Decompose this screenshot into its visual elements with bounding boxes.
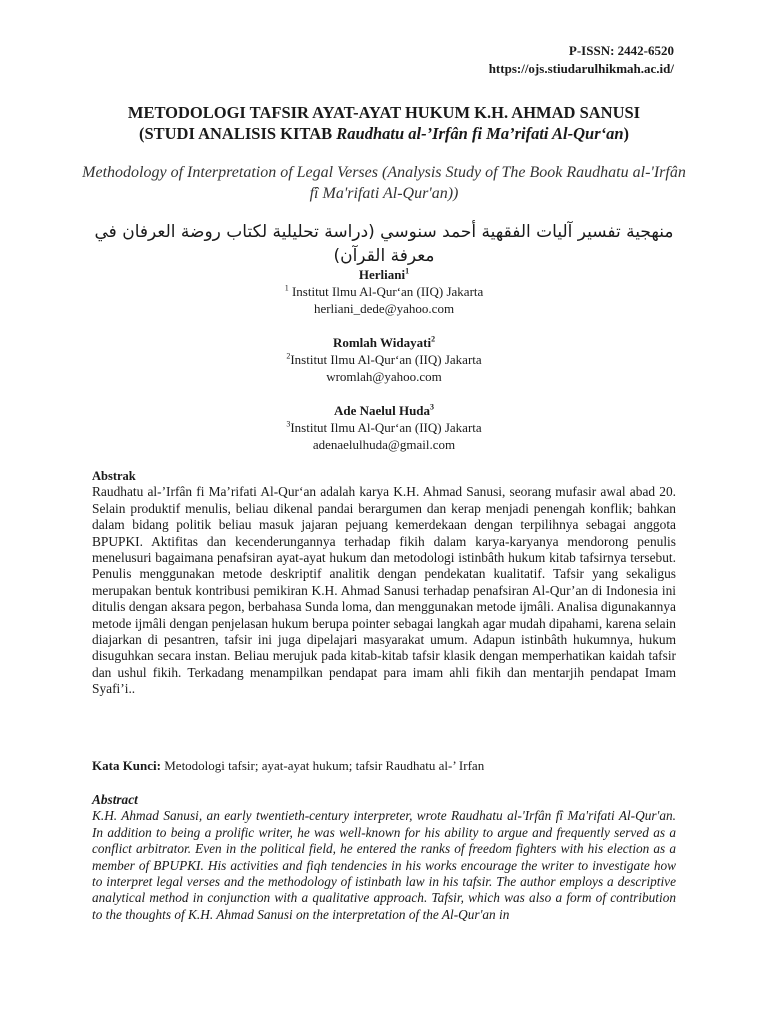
author-email[interactable]: herliani_dede@yahoo.com [313, 301, 455, 316]
keywords-section [92, 757, 676, 774]
author-sup: 1 [405, 266, 410, 276]
author-sup: 3 [430, 402, 435, 412]
title-line-1: METODOLOGI TAFSIR AYAT-AYAT HUKUM K.H. AHMAD SANUSI [127, 103, 641, 122]
journal-url-link[interactable]: https://ojs.stiudarulhikmah.ac.id/ [488, 61, 674, 76]
title-line-2-prefix: (STUDI ANALISIS KITAB [138, 124, 337, 143]
title-line-2-suffix: ) [623, 124, 630, 143]
author-email[interactable]: adenaelulhuda@gmail.com [312, 437, 456, 452]
affiliation-text: Institut Ilmu Al-Qur‘an (IIQ) Jakarta [288, 284, 484, 299]
author-sup: 2 [431, 334, 436, 344]
arabic-title: منهجية تفسير آليات الفقهية أحمد سنوسي (دراسة تحليلية لكتاب روضة العرفان في معرفة القرآن) [94, 222, 674, 266]
abstract-en-body: K.H. Ahmad Sanusi, an early twentieth-century interpreter, wrote Raudhatu al-'Irfân fî Ma'rifati Al-Qur'an. In addition to being a prolific writer, he was well-known for his ability to argue and frequently served as a conflict arbitrator. Even in the political field, he entered the ranks of freedom fighters with his election as a member of BPUPKI. His activities and fiqh tendencies in his works encourage the writer to investigate how to interpret legal verses and the methodology of istinbath law in his tafsir. The author employs a descriptive analytical method in conjunction with a qualitative approach. Tafsir, which was also a form of contribution to the thoughts of K.H. Ahmad Sanusi on the interpretation of the Al-Qur'an in [92, 808, 676, 922]
author-affiliation [150, 283, 618, 300]
paper-title [60, 102, 708, 144]
abstract-en-section [92, 792, 676, 923]
author-block [150, 266, 618, 317]
issn-label: P-ISSN: 2442-6520 [568, 43, 674, 58]
author-affiliation [150, 419, 618, 436]
author-name [150, 402, 618, 419]
author-list [150, 266, 618, 470]
abstrak-body: Raudhatu al-’Irfân fi Ma’rifati Al-Qur‘an adalah karya K.H. Ahmad Sanusi, seorang mufasir awal abad 20. Selain produktif menulis, beliau dikenal pandai berargumen dan kerap menjadi penengah konflik; bahkan dalam bidang politik beliau masuk jajaran pejuang kemerdekaan dengan terpilihnya sebagai anggota BPUPKI. Aktifitas dan kecenderungannya terhadap fikih dalam karya-karyanya mendorong penulis menelusuri bagaimana penafsiran ayat-ayat hukum dan metodologi istinbâth hukum kitab tafsirnya tersebut. Penulis menggunakan metode deskriptif analitik dengan pendekatan kualitatif. Tafsir yang sekaligus merupakan bentuk kontribusi pemikiran K.H. Ahmad Sanusi terhadap penafsiran Al-Qur’an di Indonesia ini ditulis dengan aksara pegon, berbahasa Sunda loma, dan menggunakan metode ijmâli. Analisa digunakannya metode ijmâli dengan penjelasan hukum berupa pointer sebagai langkah agar mudah dipahami, karena selain diajarkan di pesantren, tafsir ini juga dipelajari masyarakat umum. Adapun istinbâth hukumnya, hukum disuguhkan secara instan. Beliau merujuk pada kitab-kitab tafsir klasik dengan memperhatikan kaidah tafsir dan ushul fikih. Terkadang menampilkan pendapat para imam ahli fikih dan mentarjih pendapat Imam Syafi’i.. [92, 484, 676, 697]
author-block [150, 402, 618, 453]
affiliation-sup: 2 [286, 351, 291, 361]
author-name [150, 334, 618, 351]
author-affiliation [150, 351, 618, 368]
affiliation-sup: 3 [286, 419, 291, 429]
affiliation-text: Institut Ilmu Al-Qur‘an (IIQ) Jakarta [290, 420, 482, 435]
abstrak-heading: Abstrak [92, 469, 136, 483]
title-line-2-italic: Raudhatu al-’Irfân fi Ma’rifati Al-Qur‘an [336, 124, 624, 143]
abstrak-section [92, 468, 676, 698]
affiliation-text: Institut Ilmu Al-Qur‘an (IIQ) Jakarta [290, 352, 482, 367]
author-block [150, 334, 618, 385]
journal-header [489, 42, 674, 78]
keywords-label: Kata Kunci: [92, 758, 161, 773]
abstract-en-heading: Abstract [92, 792, 138, 807]
author-name [150, 266, 618, 283]
english-title: Methodology of Interpretation of Legal Verses (Analysis Study of The Book Raudhatu al-'Irfân fî Ma'rifati Al-Qur'an)) [82, 164, 686, 202]
title-line-2 [60, 123, 708, 144]
author-name-text: Herliani [358, 267, 406, 282]
author-email[interactable]: wromlah@yahoo.com [326, 369, 442, 384]
author-name-text: Romlah Widayati [332, 335, 432, 350]
keywords-text: Metodologi tafsir; ayat-ayat hukum; tafsir Raudhatu al-’ Irfan [160, 758, 485, 773]
affiliation-sup: 1 [284, 283, 289, 293]
author-name-text: Ade Naelul Huda [333, 403, 431, 418]
